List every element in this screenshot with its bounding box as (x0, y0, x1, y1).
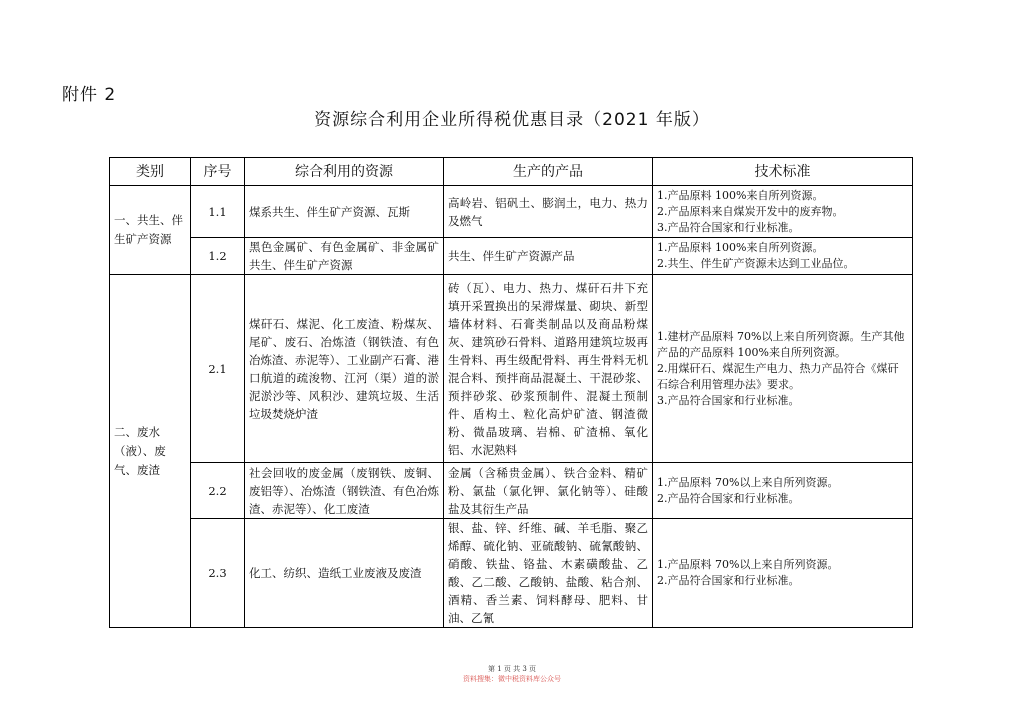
standard-cell (653, 238, 913, 275)
resource-cell: 化工、纺织、造纸工业废液及废渣 (245, 519, 444, 628)
product-cell: 高岭岩、铝矾土、膨润土，电力、热力及燃气 (444, 186, 653, 238)
seq-cell: 2.1 (191, 275, 245, 463)
standard-line: 1.产品原料 70%以上来自所列资源。 (657, 558, 839, 571)
table-row (110, 519, 913, 628)
table-row (110, 238, 913, 275)
resource-cell: 黑色金属矿、有色金属矿、非金属矿共生、伴生矿产资源 (245, 238, 444, 275)
source-note: 资料搜集：微中税资料库公众号 (463, 675, 561, 683)
seq-cell: 1.1 (191, 186, 245, 238)
seq-cell: 2.2 (191, 463, 245, 519)
header-product: 生产的产品 (444, 158, 653, 186)
document-title: 资源综合利用企业所得税优惠目录（2021 年版） (314, 110, 710, 130)
page-number: 第 1 页 共 3 页 (487, 665, 537, 673)
table-row (110, 463, 913, 519)
header-seq: 序号 (191, 158, 245, 186)
standard-cell (653, 519, 913, 628)
standard-line: 1.产品原料 100%来自所列资源。 (657, 188, 824, 202)
standard-cell (653, 463, 913, 519)
standard-line: 3.产品符合国家和行业标准。 (657, 393, 800, 407)
product-cell: 银、盐、锌、纤维、碱、羊毛脂、聚乙烯醇、硫化钠、亚硫酸钠、硫氰酸钠、硝酸、铁盐、铬盐、木素磺酸盐、乙酸、乙二酸、乙酸钠、盐酸、粘合剂、酒精、香兰素、饲料酵母、肥料、甘油、乙氰 (444, 519, 653, 628)
standard-line: 1.产品原料 70%以上来自所列资源。 (657, 475, 839, 489)
standard-line: 3.产品符合国家和行业标准。 (657, 220, 800, 234)
table-header-row (110, 158, 913, 186)
standard-line: 2.共生、伴生矿产资源未达到工业品位。 (657, 257, 855, 270)
standard-cell (653, 186, 913, 238)
standard-line: 2.用煤矸石、煤泥生产电力、热力产品符合《煤矸石综合利用管理办法》要求。 (657, 361, 899, 391)
seq-cell: 2.3 (191, 519, 245, 628)
product-cell: 共生、伴生矿产资源产品 (444, 238, 653, 275)
resource-cell: 社会回收的废金属（废钢铁、废铜、废铝等）、冶炼渣（钢铁渣、有色冶炼渣、赤泥等）、化工废渣 (245, 463, 444, 519)
category-cell: 一、共生、伴生矿产资源 (110, 186, 191, 275)
standard-line: 1.产品原料 100%来自所列资源。 (657, 241, 824, 254)
standard-line: 2.产品符合国家和行业标准。 (657, 574, 800, 587)
header-category: 类别 (110, 158, 191, 186)
category-cell: 二、废水（液）、废气、废渣 (110, 275, 191, 628)
table-row (110, 186, 913, 238)
catalog-table (109, 157, 913, 628)
standard-line: 2.产品符合国家和行业标准。 (657, 491, 800, 505)
seq-cell: 1.2 (191, 238, 245, 275)
product-cell: 砖（瓦）、电力、热力、煤矸石井下充填开采置换出的呆滞煤量、砌块、新型墙体材料、石膏类制品以及商品粉煤灰、建筑砂石骨料、道路用建筑垃圾再生骨料、再生级配骨料、再生骨料无机混合料、预拌商品混凝土、干混砂浆、预拌砂浆、砂浆预制件、混凝土预制件、盾构土、粒化高炉矿渣、钢渣微粉、微晶玻璃、岩棉、矿渣棉、氧化铝、水泥熟料 (444, 275, 653, 463)
standard-line: 1.建材产品原料 70%以上来自所列资源。生产其他产品的产品原料 100%来自所列资源。 (657, 329, 905, 359)
resource-cell: 煤矸石、煤泥、化工废渣、粉煤灰、尾矿、废石、冶炼渣（钢铁渣、有色冶炼渣、赤泥等）、工业副产石膏、港口航道的疏浚物、江河（渠）道的淤泥淤沙等、风积沙、建筑垃圾、生活垃圾焚烧炉渣 (245, 275, 444, 463)
header-resource: 综合利用的资源 (245, 158, 444, 186)
attachment-label: 附件 2 (62, 85, 117, 105)
header-standard: 技术标准 (653, 158, 913, 186)
resource-cell: 煤系共生、伴生矿产资源、瓦斯 (245, 186, 444, 238)
standard-line: 2.产品原料来自煤炭开发中的废弃物。 (657, 204, 844, 218)
table-row (110, 275, 913, 463)
standard-cell (653, 275, 913, 463)
product-cell: 金属（含稀贵金属）、铁合金料、精矿粉、氯盐（氯化钾、氯化钠等）、硅酸盐及其衍生产品 (444, 463, 653, 519)
